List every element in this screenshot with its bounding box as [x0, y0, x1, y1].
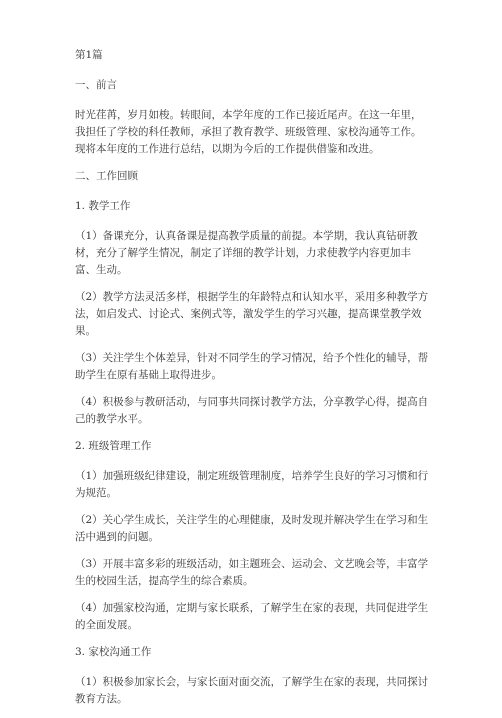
part-label: 第1篇 [75, 49, 103, 61]
subsection-home-school-title: 3. 家校沟通工作 [75, 646, 152, 658]
intro-paragraph: 时光荏苒，岁月如梭。转眼间，本学年度的工作已接近尾声。在这一年里，我担任了学校的科任教师，承担了教育教学、班级管理、家校沟通等工作。现将本年度的工作进行总结，以期为今后的工作提供借鉴和改进。 [75, 109, 422, 155]
section-1-title: 一、前言 [75, 79, 117, 91]
subsection-teaching-title: 1. 教学工作 [75, 200, 131, 212]
section-2-title: 二、工作回顾 [75, 170, 138, 182]
management-item-2: （2）关心学生成长，关注学生的心理健康，及时发现并解决学生在学习和生活中遇到的问题。 [75, 514, 429, 543]
management-item-3: （3）开展丰富多彩的班级活动，如主题班会、运动会、文艺晚会等，丰富学生的校园生活，提高学生的综合素质。 [75, 558, 429, 587]
document-page [75, 47, 431, 718]
subsection-class-management-title: 2. 班级管理工作 [75, 440, 152, 452]
management-item-4: （4）加强家校沟通，定期与家长联系，了解学生在家的表现，共同促进学生的全面发展。 [75, 602, 429, 631]
home-school-item-1: （1）积极参加家长会，与家长面对面交流，了解学生在家的表现，共同探讨教育方法。 [75, 676, 429, 705]
teaching-item-3: （3）关注学生个体差异，针对不同学生的学习情况，给予个性化的辅导，帮助学生在原有基础上取得进步。 [75, 352, 429, 381]
teaching-item-2: （2）教学方法灵活多样，根据学生的年龄特点和认知水平，采用多种教学方法，如启发式、讨论式、案例式等，激发学生的学习兴趣，提高课堂教学效果。 [75, 291, 429, 337]
teaching-item-1: （1）备课充分，认真备课是提高教学质量的前提。本学期，我认真钻研教材，充分了解学生情况，制定了详细的教学计划，力求使教学内容更加丰富、生动。 [75, 230, 418, 276]
management-item-1: （1）加强班级纪律建设，制定班级管理制度，培养学生良好的学习习惯和行为规范。 [75, 470, 429, 499]
teaching-item-4: （4）积极参与教研活动，与同事共同探讨教学方法，分享教学心得，提高自己的教学水平。 [75, 396, 429, 425]
